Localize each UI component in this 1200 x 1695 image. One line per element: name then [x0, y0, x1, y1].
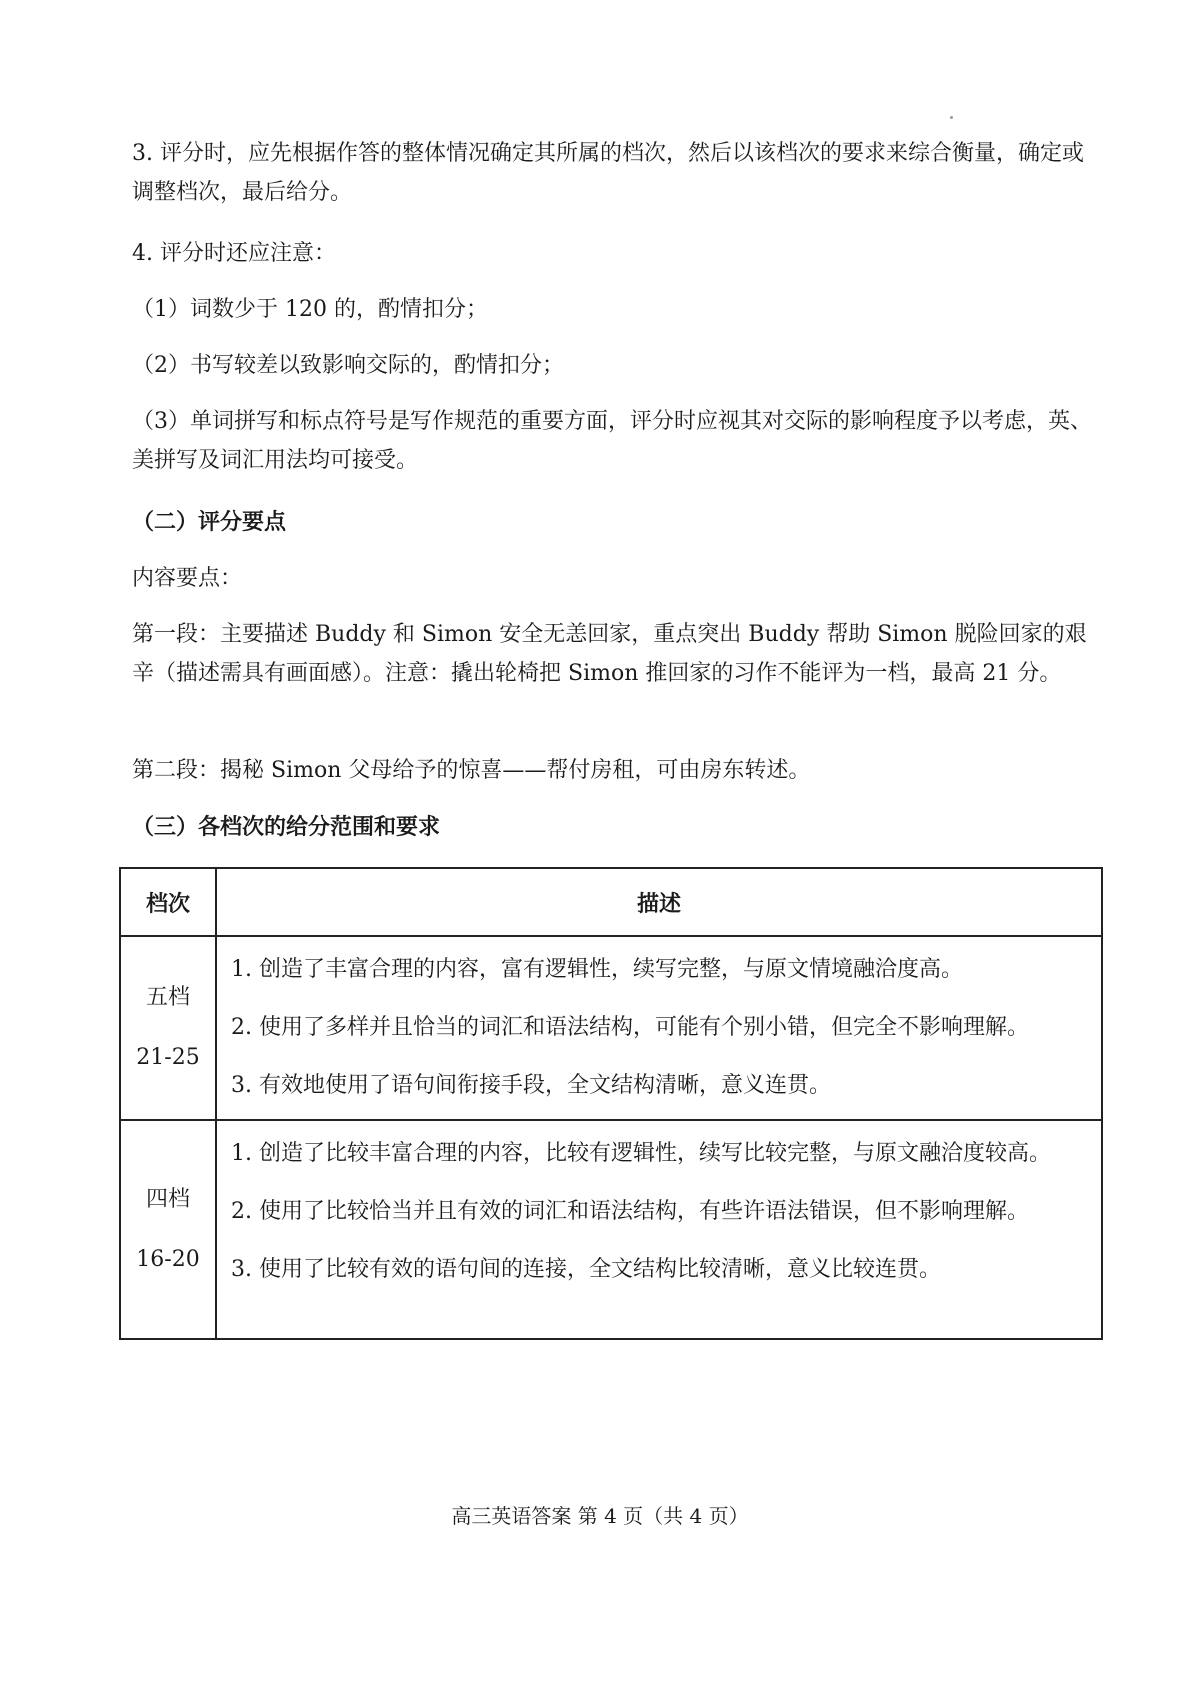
scoring-note-4-1: （1）词数少于 120 的，酌情扣分； — [132, 297, 488, 322]
criterion-item: 3. 有效地使用了语句间衔接手段，全文结构清晰，意义连贯。 — [231, 1073, 831, 1098]
content-points-label: 内容要点： — [132, 566, 243, 591]
level-name: 四档 — [145, 1186, 190, 1212]
page-footer: 高三英语答案 第 4 页（共 4 页） — [451, 1504, 749, 1528]
scoring-note-4-3: （3）单词拼写和标点符号是写作规范的重要方面，评分时应视其对交际的影响程度予以考虑，英、美拼写及词汇用法均可接受。 — [132, 409, 1093, 473]
criterion-item: 2. 使用了比较恰当并且有效的词汇和语法结构，有些许语法错误，但不影响理解。 — [231, 1199, 1029, 1224]
scan-speck — [950, 116, 953, 119]
scoring-note-4: 4. 评分时还应注意： — [132, 241, 336, 266]
criterion-item: 1. 创造了丰富合理的内容，富有逻辑性，续写完整，与原文情境融洽度高。 — [231, 957, 963, 982]
table-header-row — [120, 868, 1102, 936]
scoring-note-3: 3. 评分时，应先根据作答的整体情况确定其所属的档次，然后以该档次的要求来综合衡量，确定或调整档次，最后给分。 — [132, 141, 1084, 205]
criterion-item: 1. 创造了比较丰富合理的内容，比较有逻辑性，续写比较完整，与原文融洽度较高。 — [231, 1141, 1051, 1166]
level-score-range: 16-20 — [136, 1246, 200, 1272]
grading-rubric-table — [119, 867, 1103, 1340]
criterion-item: 2. 使用了多样并且恰当的词汇和语法结构，可能有个别小错，但完全不影响理解。 — [231, 1015, 1029, 1040]
header-description: 描述 — [216, 868, 1102, 936]
section-3-title: （三）各档次的给分范围和要求 — [132, 815, 441, 840]
level-name: 五档 — [145, 985, 190, 1010]
description-cell — [216, 1120, 1102, 1339]
content-point-paragraph-2: 第二段：揭秘 Simon 父母给予的惊喜——帮付房租，可由房东转述。 — [132, 758, 811, 783]
scoring-note-4-2: （2）书写较差以致影响交际的，酌情扣分； — [132, 353, 564, 378]
level-cell — [120, 1120, 216, 1339]
level-score-range: 21-25 — [136, 1045, 200, 1070]
description-cell — [216, 936, 1102, 1120]
table-row — [120, 936, 1102, 1120]
content-point-paragraph-1: 第一段：主要描述 Buddy 和 Simon 安全无恙回家，重点突出 Buddy 帮助 Simon 脱险回家的艰辛（描述需具有画面感）。注意：撬出轮椅把 Simon 推回家的习作不能评为一档，最高 21 分。 — [132, 622, 1087, 686]
table-row — [120, 1120, 1102, 1339]
level-cell — [120, 936, 216, 1120]
header-level: 档次 — [120, 868, 216, 936]
criterion-item: 3. 使用了比较有效的语句间的连接，全文结构比较清晰，意义比较连贯。 — [231, 1257, 941, 1282]
section-2-title: （二）评分要点 — [132, 510, 287, 535]
